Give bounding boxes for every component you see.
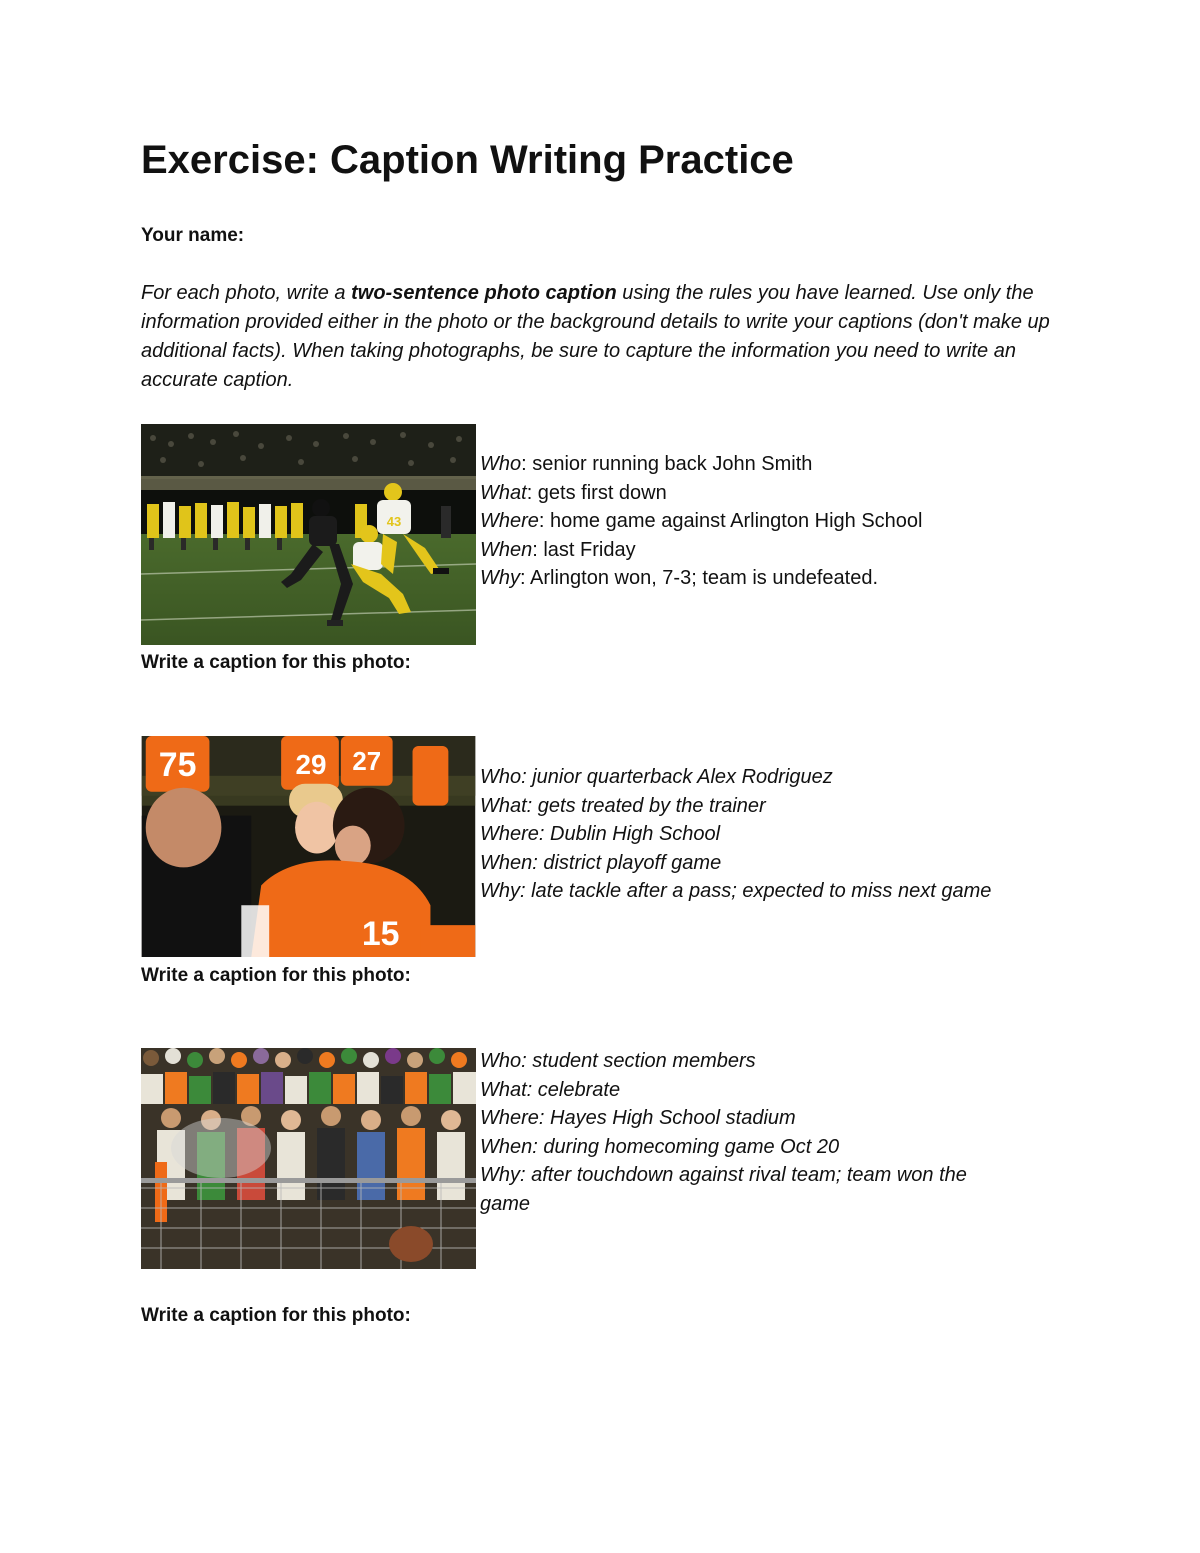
instructions-text-start: For each photo, write a [141,282,352,304]
trainer-treating-player-photo [141,736,476,957]
caption-prompt-3: Write a caption for this photo: [141,1305,411,1326]
what-line: What: gets treated by the trainer [480,794,766,817]
caption-prompt-1: Write a caption for this photo: [141,652,411,673]
instructions-paragraph [141,279,1081,395]
where-line: Where: Hayes High School stadium [480,1107,796,1130]
photo-1-details [480,450,1040,593]
when-line: When: during homecoming game Oct 20 [480,1135,840,1158]
why-line: Why: Arlington won, 7-3; team is undefeated. [480,567,878,590]
page-title: Exercise: Caption Writing Practice [141,138,794,182]
who-line: Who: student section members [480,1050,756,1072]
who-line: Who: senior running back John Smith [480,453,813,475]
jersey-number: 43 [386,514,402,529]
caption-prompt-2: Write a caption for this photo: [141,965,411,986]
football-tackle-photo [141,424,476,645]
why-line: Why: after touchdown against rival team; team won the game [480,1164,967,1215]
student-section-celebration-photo [141,1048,476,1269]
your-name-label: Your name: [141,225,245,246]
what-line: What: celebrate [480,1078,621,1101]
instructions-text-end: using the rules you have learned. Use only the information provided either in the photo or the background details to write your captions (don't make up additional facts). When taking photographs, be sure to capture the information you need to write an accurate caption. [141,282,1050,391]
jersey-number: 29 [295,748,327,780]
where-line: Where: home game against Arlington High School [480,510,923,533]
who-line: Who: junior quarterback Alex Rodriguez [480,766,833,788]
instructions-emphasis: two-sentence photo caption [351,282,617,304]
why-line: Why: late tackle after a pass; expected to miss next game [480,880,992,903]
when-line: When: last Friday [480,538,636,561]
when-line: When: district playoff game [480,851,722,874]
jersey-number: 75 [158,745,197,784]
where-line: Where: Dublin High School [480,823,721,846]
what-line: What: gets first down [480,481,667,504]
jersey-number: 27 [352,747,382,776]
jersey-number: 15 [361,915,400,954]
photo-2-details [480,763,1040,906]
photo-3-details [480,1047,1040,1219]
